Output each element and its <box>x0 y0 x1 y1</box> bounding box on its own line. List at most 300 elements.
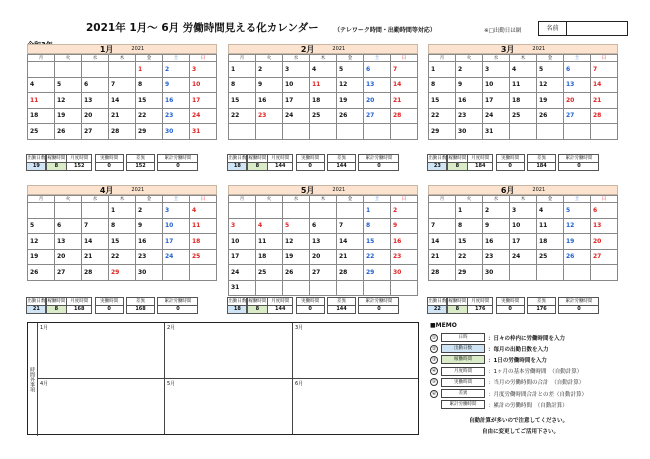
day-cell[interactable]: 14 <box>82 234 109 250</box>
day-cell[interactable]: 24 <box>163 249 190 265</box>
stat-value[interactable]: 176 <box>475 306 486 312</box>
day-cell[interactable]: 22 <box>136 108 163 124</box>
stat-value[interactable]: 176 <box>536 306 547 312</box>
stat-cell[interactable] <box>26 297 46 314</box>
day-cell[interactable]: 26 <box>537 108 564 124</box>
day-cell[interactable] <box>337 203 364 219</box>
day-cell[interactable]: 28 <box>591 108 618 124</box>
day-cell[interactable]: 12 <box>55 93 82 109</box>
day-cell[interactable]: 30 <box>456 124 483 140</box>
stat-cell[interactable] <box>126 297 155 314</box>
day-cell[interactable]: 27 <box>364 108 391 124</box>
memo-cell-feb[interactable] <box>165 323 293 379</box>
day-cell[interactable] <box>391 280 418 296</box>
day-cell[interactable]: 5 <box>337 62 364 78</box>
day-cell[interactable]: 21 <box>82 249 109 265</box>
name-input[interactable] <box>567 22 627 35</box>
stat-cell[interactable] <box>296 154 325 171</box>
stat-cell[interactable] <box>558 297 599 314</box>
day-cell[interactable]: 25 <box>190 249 217 265</box>
day-cell[interactable] <box>55 62 82 78</box>
day-cell[interactable]: 30 <box>483 265 510 281</box>
day-cell[interactable] <box>310 203 337 219</box>
stat-cell[interactable] <box>126 154 155 171</box>
day-cell[interactable]: 26 <box>564 249 591 265</box>
day-cell[interactable] <box>364 280 391 296</box>
day-cell[interactable]: 2 <box>136 203 163 219</box>
stat-value[interactable]: 0 <box>577 306 581 312</box>
day-cell[interactable]: 9 <box>456 77 483 93</box>
stat-value[interactable]: 0 <box>176 306 180 312</box>
day-cell[interactable]: 23 <box>256 108 283 124</box>
day-cell[interactable]: 15 <box>136 93 163 109</box>
stat-cell[interactable] <box>527 154 556 171</box>
day-cell[interactable]: 10 <box>483 77 510 93</box>
stat-cell[interactable] <box>267 154 293 171</box>
day-cell[interactable]: 16 <box>136 234 163 250</box>
stat-cell[interactable] <box>157 297 198 314</box>
day-cell[interactable]: 22 <box>229 108 256 124</box>
day-cell[interactable]: 27 <box>591 249 618 265</box>
day-cell[interactable]: 13 <box>82 93 109 109</box>
day-cell[interactable]: 19 <box>564 234 591 250</box>
stat-value[interactable]: 8 <box>248 163 267 170</box>
day-cell[interactable]: 21 <box>109 108 136 124</box>
stat-cell[interactable] <box>66 154 92 171</box>
stat-value[interactable]: 184 <box>475 163 486 169</box>
day-cell[interactable]: 5 <box>564 203 591 219</box>
stat-cell[interactable] <box>227 297 247 314</box>
day-cell[interactable]: 11 <box>28 93 55 109</box>
stat-cell[interactable] <box>267 297 293 314</box>
stat-value[interactable]: 8 <box>47 306 66 313</box>
stat-cell[interactable] <box>247 154 268 171</box>
day-cell[interactable]: 16 <box>483 234 510 250</box>
stat-value[interactable]: 152 <box>135 163 146 169</box>
day-cell[interactable] <box>82 203 109 219</box>
day-cell[interactable]: 23 <box>136 249 163 265</box>
day-cell[interactable]: 22 <box>109 249 136 265</box>
day-cell[interactable]: 15 <box>429 93 456 109</box>
day-cell[interactable]: 1 <box>456 203 483 219</box>
stat-cell[interactable] <box>227 154 247 171</box>
stat-cell[interactable] <box>496 154 525 171</box>
stat-value[interactable]: 23 <box>428 163 446 170</box>
day-cell[interactable]: 25 <box>510 108 537 124</box>
day-cell[interactable]: 17 <box>510 234 537 250</box>
day-cell[interactable]: 20 <box>55 249 82 265</box>
stat-value[interactable]: 144 <box>336 306 347 312</box>
day-cell[interactable]: 23 <box>163 108 190 124</box>
day-cell[interactable]: 14 <box>337 234 364 250</box>
day-cell[interactable]: 8 <box>364 218 391 234</box>
day-cell[interactable]: 13 <box>310 234 337 250</box>
month-label: 2月 <box>300 44 315 54</box>
stat-value[interactable]: 21 <box>27 306 45 313</box>
day-cell[interactable]: 18 <box>190 234 217 250</box>
stat-cell[interactable] <box>66 297 92 314</box>
day-cell[interactable]: 27 <box>564 108 591 124</box>
day-cell[interactable]: 26 <box>28 265 55 281</box>
day-cell[interactable]: 3 <box>283 62 310 78</box>
stat-value[interactable]: 22 <box>428 306 446 313</box>
day-cell[interactable]: 4 <box>310 62 337 78</box>
day-cell[interactable]: 8 <box>109 218 136 234</box>
day-cell[interactable] <box>537 265 564 281</box>
stat-value[interactable]: 19 <box>27 163 45 170</box>
day-cell[interactable] <box>537 124 564 140</box>
day-cell[interactable]: 2 <box>483 203 510 219</box>
day-cell[interactable]: 18 <box>256 249 283 265</box>
day-cell[interactable]: 15 <box>364 234 391 250</box>
day-cell[interactable]: 24 <box>510 249 537 265</box>
day-cell[interactable]: 16 <box>256 93 283 109</box>
day-cell[interactable]: 25 <box>256 265 283 281</box>
day-cell[interactable] <box>591 265 618 281</box>
stat-value[interactable]: 0 <box>308 163 312 169</box>
day-cell[interactable]: 6 <box>82 77 109 93</box>
day-cell[interactable]: 12 <box>537 77 564 93</box>
day-cell[interactable]: 17 <box>190 93 217 109</box>
stat-cell[interactable] <box>427 154 447 171</box>
day-cell[interactable]: 8 <box>429 77 456 93</box>
stat-group <box>158 297 198 314</box>
day-cell[interactable]: 4 <box>190 203 217 219</box>
day-cell[interactable]: 23 <box>456 108 483 124</box>
day-cell[interactable]: 2 <box>163 62 190 78</box>
day-cell[interactable] <box>55 203 82 219</box>
stat-value[interactable]: 152 <box>74 163 85 169</box>
stat-value[interactable]: 0 <box>107 163 111 169</box>
stat-cell[interactable] <box>296 297 325 314</box>
day-cell[interactable]: 17 <box>163 234 190 250</box>
stat-value[interactable]: 0 <box>377 163 381 169</box>
stat-value[interactable]: 0 <box>377 306 381 312</box>
day-cell[interactable]: 7 <box>591 62 618 78</box>
day-cell[interactable]: 30 <box>163 124 190 140</box>
day-cell[interactable]: 1 <box>429 62 456 78</box>
day-cell[interactable] <box>283 280 310 296</box>
day-cell[interactable]: 27 <box>82 124 109 140</box>
day-cell[interactable]: 3 <box>229 218 256 234</box>
day-cell[interactable] <box>256 203 283 219</box>
day-cell[interactable]: 7 <box>109 77 136 93</box>
stat-cell[interactable] <box>496 297 525 314</box>
day-cell[interactable]: 8 <box>229 77 256 93</box>
day-cell[interactable] <box>591 124 618 140</box>
stat-value[interactable]: 0 <box>176 163 180 169</box>
day-cell[interactable]: 15 <box>456 234 483 250</box>
day-cell[interactable]: 21 <box>591 93 618 109</box>
day-cell[interactable]: 14 <box>109 93 136 109</box>
month-header <box>428 44 618 54</box>
day-cell[interactable] <box>256 280 283 296</box>
day-cell[interactable]: 16 <box>163 93 190 109</box>
day-cell[interactable]: 23 <box>483 249 510 265</box>
day-cell[interactable] <box>510 265 537 281</box>
day-cell[interactable]: 4 <box>510 62 537 78</box>
day-cell[interactable]: 26 <box>283 265 310 281</box>
day-cell[interactable]: 1 <box>109 203 136 219</box>
day-cell[interactable]: 25 <box>537 249 564 265</box>
day-cell[interactable]: 31 <box>190 124 217 140</box>
stat-value[interactable]: 168 <box>135 306 146 312</box>
day-cell[interactable]: 5 <box>55 77 82 93</box>
day-cell[interactable] <box>109 62 136 78</box>
day-cell[interactable]: 12 <box>28 234 55 250</box>
day-cell[interactable]: 1 <box>364 203 391 219</box>
day-cell[interactable]: 31 <box>229 280 256 296</box>
day-cell[interactable] <box>229 203 256 219</box>
stat-value[interactable]: 0 <box>577 163 581 169</box>
day-cell[interactable]: 25 <box>28 124 55 140</box>
day-cell[interactable]: 28 <box>391 108 418 124</box>
day-cell[interactable]: 27 <box>310 265 337 281</box>
stat-cell[interactable] <box>358 297 399 314</box>
day-cell[interactable]: 20 <box>82 108 109 124</box>
day-cell[interactable]: 20 <box>564 93 591 109</box>
stat-value[interactable]: 18 <box>228 306 246 313</box>
memo-cell-jan[interactable] <box>38 323 165 379</box>
day-cell[interactable]: 4 <box>28 77 55 93</box>
stat-cell[interactable] <box>95 297 124 314</box>
stat-value[interactable]: 8 <box>448 163 467 170</box>
day-cell[interactable] <box>28 62 55 78</box>
day-cell[interactable]: 16 <box>391 234 418 250</box>
day-cell[interactable] <box>510 124 537 140</box>
day-cell[interactable]: 8 <box>136 77 163 93</box>
day-cell[interactable]: 21 <box>429 249 456 265</box>
day-cell[interactable]: 18 <box>310 93 337 109</box>
day-cell[interactable]: 29 <box>429 124 456 140</box>
stat-cell[interactable] <box>327 154 356 171</box>
stat-cell[interactable] <box>46 297 67 314</box>
day-cell[interactable]: 6 <box>564 62 591 78</box>
day-cell[interactable] <box>337 124 364 140</box>
day-cell[interactable]: 9 <box>483 218 510 234</box>
day-cell[interactable]: 8 <box>456 218 483 234</box>
memo-cell-may[interactable] <box>165 379 293 434</box>
day-cell[interactable]: 24 <box>483 108 510 124</box>
day-cell[interactable]: 3 <box>510 203 537 219</box>
day-cell[interactable]: 11 <box>190 218 217 234</box>
day-cell[interactable] <box>310 280 337 296</box>
day-cell[interactable]: 2 <box>456 62 483 78</box>
day-cell[interactable]: 20 <box>591 234 618 250</box>
name-field-box[interactable] <box>538 21 628 36</box>
stat-cell[interactable] <box>327 297 356 314</box>
day-cell[interactable]: 30 <box>136 265 163 281</box>
stat-cell[interactable] <box>358 154 399 171</box>
day-cell[interactable]: 28 <box>109 124 136 140</box>
day-cell[interactable] <box>163 265 190 281</box>
stat-value[interactable]: 0 <box>107 306 111 312</box>
day-cell[interactable]: 20 <box>364 93 391 109</box>
day-cell[interactable] <box>337 280 364 296</box>
stat-value[interactable]: 18 <box>228 163 246 170</box>
day-cell[interactable]: 18 <box>510 93 537 109</box>
day-cell[interactable]: 26 <box>337 108 364 124</box>
stat-cell[interactable] <box>447 297 468 314</box>
day-cell[interactable]: 14 <box>391 77 418 93</box>
day-cell[interactable]: 7 <box>391 62 418 78</box>
day-cell[interactable]: 10 <box>163 218 190 234</box>
day-cell[interactable]: 30 <box>391 265 418 281</box>
stat-value[interactable]: 0 <box>308 306 312 312</box>
day-cell[interactable]: 23 <box>391 249 418 265</box>
day-cell[interactable]: 5 <box>283 218 310 234</box>
day-cell[interactable]: 10 <box>510 218 537 234</box>
day-cell[interactable]: 2 <box>391 203 418 219</box>
day-cell[interactable]: 29 <box>109 265 136 281</box>
day-cell[interactable] <box>229 124 256 140</box>
day-cell[interactable]: 29 <box>136 124 163 140</box>
day-cell[interactable]: 9 <box>391 218 418 234</box>
day-cell[interactable]: 12 <box>564 218 591 234</box>
day-cell[interactable]: 7 <box>429 218 456 234</box>
day-cell[interactable] <box>564 265 591 281</box>
stat-value[interactable]: 0 <box>508 306 512 312</box>
day-cell[interactable] <box>82 62 109 78</box>
day-cell[interactable]: 21 <box>337 249 364 265</box>
day-cell[interactable]: 28 <box>429 265 456 281</box>
day-cell[interactable]: 19 <box>337 93 364 109</box>
day-cell[interactable] <box>28 203 55 219</box>
day-cell[interactable] <box>283 203 310 219</box>
day-cell[interactable]: 17 <box>283 93 310 109</box>
stat-value[interactable]: 144 <box>336 163 347 169</box>
day-cell[interactable]: 17 <box>229 249 256 265</box>
day-cell[interactable]: 1 <box>136 62 163 78</box>
day-cell[interactable]: 4 <box>537 203 564 219</box>
day-cell[interactable]: 24 <box>229 265 256 281</box>
day-cell[interactable]: 4 <box>256 218 283 234</box>
stat-cell[interactable] <box>467 154 493 171</box>
memo-cell-apr[interactable] <box>38 379 165 434</box>
day-cell[interactable]: 24 <box>283 108 310 124</box>
day-cell[interactable]: 18 <box>537 234 564 250</box>
stat-cell[interactable] <box>427 297 447 314</box>
day-cell[interactable]: 10 <box>283 77 310 93</box>
day-cell[interactable]: 19 <box>55 108 82 124</box>
stat-cell[interactable] <box>467 297 493 314</box>
day-cell[interactable]: 29 <box>456 265 483 281</box>
stat-value[interactable]: 8 <box>47 163 66 170</box>
day-cell[interactable]: 10 <box>190 77 217 93</box>
day-cell[interactable]: 14 <box>591 77 618 93</box>
stat-value[interactable]: 144 <box>275 163 286 169</box>
day-cell[interactable] <box>429 203 456 219</box>
day-cell[interactable]: 20 <box>310 249 337 265</box>
stat-value[interactable]: 8 <box>248 306 267 313</box>
day-cell[interactable]: 25 <box>310 108 337 124</box>
stat-cell[interactable] <box>447 154 468 171</box>
stat-value[interactable]: 184 <box>536 163 547 169</box>
day-cell[interactable]: 27 <box>55 265 82 281</box>
day-cell[interactable] <box>283 124 310 140</box>
day-cell[interactable]: 19 <box>28 249 55 265</box>
day-cell[interactable]: 14 <box>429 234 456 250</box>
day-cell[interactable]: 11 <box>256 234 283 250</box>
day-cell[interactable]: 9 <box>163 77 190 93</box>
stat-value[interactable]: 144 <box>275 306 286 312</box>
stat-cell[interactable] <box>558 154 599 171</box>
stat-cell[interactable] <box>95 154 124 171</box>
day-cell[interactable]: 13 <box>591 218 618 234</box>
stat-cell[interactable] <box>247 297 268 314</box>
day-cell[interactable]: 15 <box>229 93 256 109</box>
day-cell[interactable]: 15 <box>109 234 136 250</box>
stat-value[interactable]: 8 <box>448 306 467 313</box>
day-cell[interactable]: 28 <box>82 265 109 281</box>
day-cell[interactable]: 1 <box>229 62 256 78</box>
day-cell[interactable]: 13 <box>55 234 82 250</box>
day-cell[interactable]: 16 <box>456 93 483 109</box>
day-cell[interactable]: 22 <box>429 108 456 124</box>
stat-value[interactable]: 168 <box>74 306 85 312</box>
stat-value[interactable]: 0 <box>508 163 512 169</box>
day-cell[interactable]: 6 <box>310 218 337 234</box>
day-cell[interactable]: 17 <box>483 93 510 109</box>
day-cell[interactable]: 11 <box>310 77 337 93</box>
day-cell[interactable]: 13 <box>364 77 391 93</box>
day-cell[interactable]: 12 <box>337 77 364 93</box>
day-cell[interactable] <box>564 124 591 140</box>
day-cell[interactable] <box>391 124 418 140</box>
day-cell[interactable]: 11 <box>537 218 564 234</box>
day-cell[interactable]: 6 <box>591 203 618 219</box>
day-cell[interactable]: 28 <box>337 265 364 281</box>
day-cell[interactable]: 6 <box>364 62 391 78</box>
memo-cell-jun[interactable] <box>293 379 418 434</box>
memo-cell-mar[interactable] <box>293 323 418 379</box>
day-cell[interactable]: 19 <box>537 93 564 109</box>
day-cell[interactable]: 10 <box>229 234 256 250</box>
day-cell[interactable]: 22 <box>456 249 483 265</box>
day-cell[interactable] <box>256 124 283 140</box>
day-cell[interactable]: 12 <box>283 234 310 250</box>
day-cell[interactable]: 19 <box>283 249 310 265</box>
day-cell[interactable]: 9 <box>136 218 163 234</box>
day-cell[interactable] <box>190 265 217 281</box>
day-cell[interactable]: 3 <box>190 62 217 78</box>
day-cell[interactable]: 5 <box>28 218 55 234</box>
day-cell[interactable]: 18 <box>28 108 55 124</box>
stat-cell[interactable] <box>46 154 67 171</box>
day-cell[interactable] <box>310 124 337 140</box>
day-cell[interactable]: 6 <box>55 218 82 234</box>
day-cell[interactable]: 3 <box>163 203 190 219</box>
day-cell[interactable]: 3 <box>483 62 510 78</box>
day-cell[interactable]: 7 <box>82 218 109 234</box>
day-cell[interactable]: 13 <box>564 77 591 93</box>
day-cell[interactable]: 29 <box>364 265 391 281</box>
day-cell[interactable] <box>364 124 391 140</box>
day-cell[interactable]: 7 <box>337 218 364 234</box>
day-cell[interactable]: 9 <box>256 77 283 93</box>
day-cell[interactable]: 22 <box>364 249 391 265</box>
stat-cell[interactable] <box>157 154 198 171</box>
stat-cell[interactable] <box>527 297 556 314</box>
day-cell[interactable]: 24 <box>190 108 217 124</box>
day-cell[interactable]: 26 <box>55 124 82 140</box>
day-cell[interactable]: 11 <box>510 77 537 93</box>
day-cell[interactable]: 2 <box>256 62 283 78</box>
stat-cell[interactable] <box>26 154 46 171</box>
day-cell[interactable]: 21 <box>391 93 418 109</box>
day-cell[interactable]: 31 <box>483 124 510 140</box>
day-cell[interactable]: 5 <box>537 62 564 78</box>
